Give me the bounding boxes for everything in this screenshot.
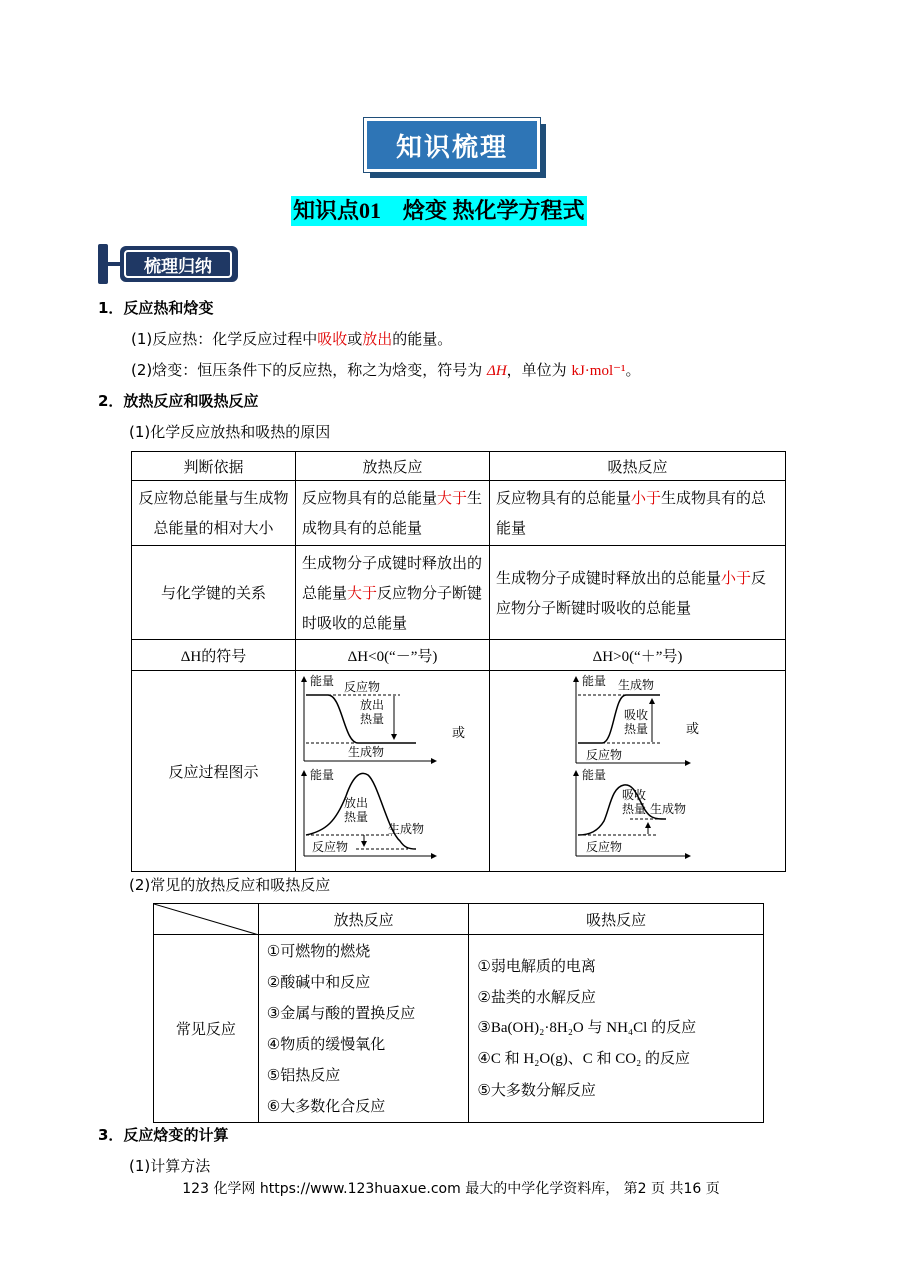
t1-r4-endo-diagrams: [490, 671, 786, 872]
t2-row-label: 常见反应: [154, 935, 259, 1123]
s3-sub-1: (1)计算方法: [129, 1157, 211, 1175]
t1-r1-endo: 反应物具有的总能量小于生成物具有的总能量: [490, 481, 786, 546]
endo2-energy-label: 能量: [582, 768, 607, 782]
endo-item: ①弱电解质的电离: [477, 957, 596, 975]
endo1-energy-label: 能量: [582, 674, 607, 688]
diagonal-line: [154, 904, 259, 935]
banner-label: 知识梳理: [364, 118, 540, 172]
exo-item: ①可燃物的燃烧: [266, 941, 371, 960]
endo-item: ③Ba(OH)₂·8H₂O 与 NH₄Cl 的反应: [477, 1020, 697, 1036]
knowledge-point-title: 知识点01 焓变 热化学方程式: [291, 196, 587, 226]
section-1-heading: 1．反应热和焓变: [98, 299, 214, 317]
t1-r1-exo: 反应物具有的总能量大于生成物具有的总能量: [296, 481, 490, 546]
exo2-energy-label: 能量: [310, 768, 335, 782]
endo-item: ④C 和 H₂O(g)、C 和 CO₂ 的反应: [477, 1051, 691, 1067]
exo-item: ④物质的缓慢氧化: [266, 1034, 386, 1053]
s2-sub-2: (2)常见的放热反应和吸热反应: [129, 876, 331, 894]
exo-item: ②酸碱中和反应: [266, 972, 371, 991]
s1-paragraph-1: (1)反应热：化学反应过程中吸收或放出的能量。: [131, 330, 453, 348]
endo1-absorb-2: 热量: [624, 722, 649, 736]
exo1-release-2: 热量: [360, 712, 385, 726]
exo2-release-2: 热量: [344, 810, 369, 824]
t1-r1-label: 反应物总能量与生成物总能量的相对大小: [132, 481, 296, 546]
exo2-product-label: 生成物: [388, 822, 425, 836]
section-banner: [364, 118, 546, 178]
exo1-energy-label: 能量: [310, 674, 335, 688]
t2-header-endo: 吸热反应: [469, 904, 764, 935]
page-footer: 123 化学网 https://www.123huaxue.com 最大的中学化学资料库， 第2 页 共16 页: [182, 1181, 720, 1197]
t1-r3-exo: ΔH<0(“－”号): [296, 640, 490, 671]
endo-item: ⑤大多数分解反应: [477, 1081, 596, 1099]
t1-header-endo: 吸热反应: [490, 452, 786, 481]
exo1-release-1: 放出: [360, 698, 385, 712]
t1-r4-exo-diagrams: [296, 671, 490, 872]
exo1-product-label: 生成物: [348, 745, 385, 759]
exo1-reactant-label: 反应物: [344, 680, 381, 694]
exo-item: ⑥大多数化合反应: [266, 1096, 386, 1115]
t1-r3-label: ΔH的符号: [132, 640, 296, 671]
endo1-product-label: 生成物: [618, 678, 655, 692]
s2-sub-1: (1)化学反应放热和吸热的原因: [129, 423, 331, 441]
exo2-release-1: 放出: [344, 796, 369, 810]
exothermic-diagram: [296, 671, 489, 871]
t1-r3-endo: ΔH>0(“＋”号): [490, 640, 786, 671]
summary-tag: [98, 244, 240, 284]
t1-header-basis: 判断依据: [132, 452, 296, 481]
section-3-heading: 3．反应焓变的计算: [98, 1126, 229, 1144]
exo-item: ③金属与酸的置换反应: [266, 1003, 416, 1022]
endothermic-diagram: [490, 671, 785, 871]
exo-item: ⑤铝热反应: [266, 1065, 341, 1084]
t2-diagonal-cell: [154, 904, 259, 935]
t2-header-exo: 放热反应: [258, 904, 469, 935]
t1-r2-endo: 生成物分子成键时释放出的总能量小于反应物分子断键时吸收的总能量: [490, 546, 786, 640]
endo2-product-label: 生成物: [650, 802, 687, 816]
endo2-absorb-2: 热量: [622, 802, 647, 816]
t2-endo-list: [469, 935, 764, 1123]
t2-exo-list: [258, 935, 469, 1123]
endo2-reactant-label: 反应物: [586, 840, 623, 854]
exo2-reactant-label: 反应物: [312, 840, 349, 854]
endo1-reactant-label: 反应物: [586, 748, 623, 762]
common-reactions-table: [153, 903, 764, 1123]
endo1-absorb-1: 吸收: [624, 708, 649, 722]
section-2-heading: 2．放热反应和吸热反应: [98, 392, 259, 410]
endo-or-label: 或: [686, 722, 700, 737]
t1-header-exo: 放热反应: [296, 452, 490, 481]
t1-r2-exo: 生成物分子成键时释放出的总能量大于反应物分子断键时吸收的总能量: [296, 546, 490, 640]
s1-paragraph-2: (2)焓变：恒压条件下的反应热，称之为焓变，符号为 ΔH，单位为 kJ·mol⁻¹。: [131, 361, 641, 379]
exo-endo-reason-table: [131, 451, 786, 872]
t1-r2-label: 与化学键的关系: [132, 546, 296, 640]
endo-item: ②盐类的水解反应: [477, 988, 596, 1006]
t1-r4-label: 反应过程图示: [132, 671, 296, 872]
exo-or-label: 或: [452, 726, 466, 741]
endo2-absorb-1: 吸收: [622, 788, 647, 802]
summary-tag-label: 梳理归纳: [124, 250, 232, 278]
